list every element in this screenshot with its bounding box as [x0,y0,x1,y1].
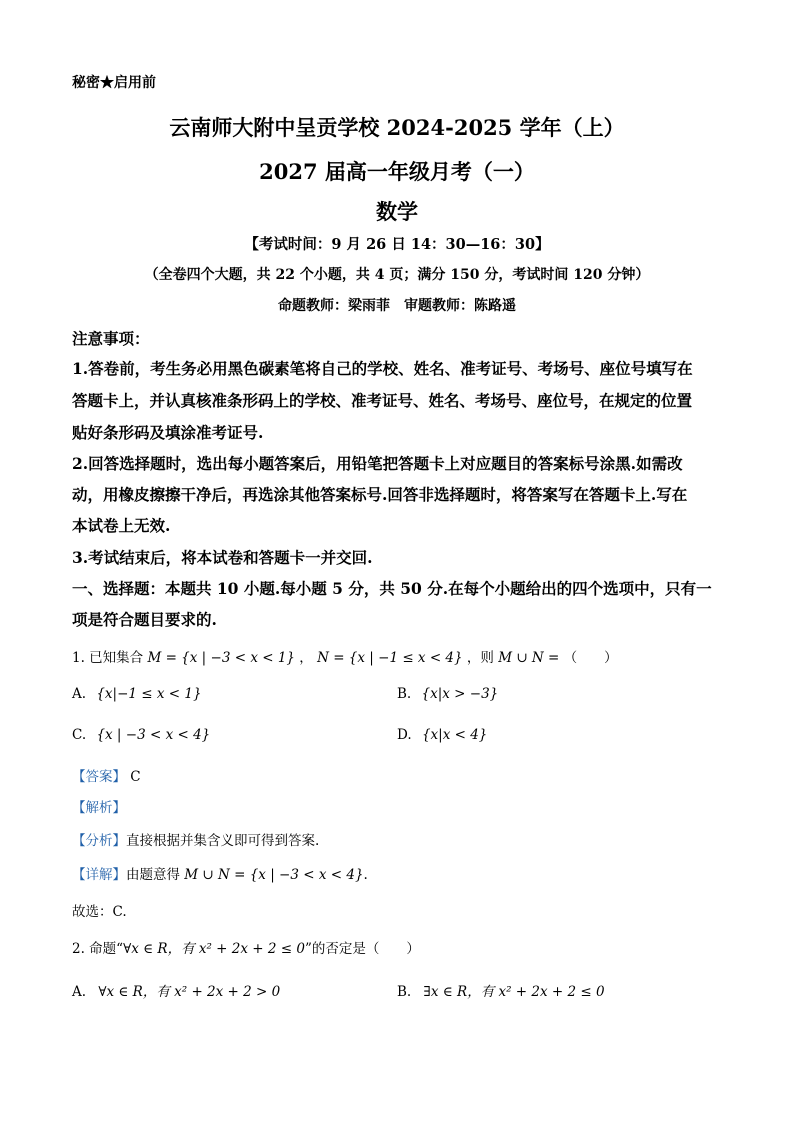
note-2-line-1: 2.回答选择题时，选出每小题答案后，用铅笔把答题卡上对应题目的答案标号涂黑.如需改 [72,454,683,473]
q1-option-d-label: D. [397,727,412,743]
q2-option-a-text: ∀x ∈ R，有 x² + 2x + 2 > 0 [98,984,281,1000]
subject-title: 数学 [376,199,418,224]
school-title: 云南师大附中呈贡学校 2024-2025 学年（上） [169,115,625,140]
note-1-line-1: 1.答卷前，考生务必用黑色碳素笔将自己的学校、姓名、准考证号、考场号、座位号填写在 [72,359,693,378]
exam-title: 2027 届高一年级月考（一） [259,159,535,184]
xiangjie-tag: 【详解】 [72,867,126,883]
q1-fenxi [72,829,319,849]
q1-set-n: N = {x | −1 ≤ x < 4} [317,650,463,666]
section-one-line-2: 项是符合题目要求的. [72,610,217,629]
notes-heading: 注意事项： [72,329,150,348]
q2-option-b-label: B. [397,984,412,1000]
xiangjie-text: 由题意得 [126,867,180,883]
q1-option-b-text: {x|x > −3} [421,686,499,702]
q1-option-d [397,727,487,743]
section-one-line-1: 一、选择题：本题共 10 小题.每小题 5 分，共 50 分.在每个小题给出的四个选项中，只有一 [72,579,712,598]
q2-option-b-text: ∃x ∈ R，有 x² + 2x + 2 ≤ 0 [423,984,605,1000]
q1-answer [72,765,141,785]
teacher-line: 命题教师：梁雨菲 审题教师：陈路遥 [278,298,516,314]
q1-paren: （ ） [563,650,618,666]
answer-value: C [130,769,141,785]
q1-option-a-text: {x|−1 ≤ x < 1} [96,686,202,702]
q1-separator: ， [299,650,313,666]
question-2-stem [72,937,420,957]
q1-option-b [397,686,498,702]
fenxi-tag: 【分析】 [72,833,126,849]
q2-stem-prefix: 2. 命题“ [72,941,124,957]
note-3: 3.考试结束后，将本试卷和答题卡一并交回. [72,548,373,567]
exam-info: （全卷四个大题，共 22 个小题，共 4 页；满分 150 分，考试时间 120 分钟） [144,267,650,283]
q1-option-a-label: A. [72,686,87,702]
q1-option-b-label: B. [397,686,412,702]
q1-stem-prefix: 1. 已知集合 [72,650,144,666]
q1-set-m: M = {x | −3 < x < 1} [147,650,295,666]
q2-option-a [72,980,280,1000]
q2-stem-suffix: ”的否定是（ ） [304,941,420,957]
q2-option-b [397,980,605,1000]
xiangjie-expr: M ∪ N = {x | −3 < x < 4} [184,867,364,883]
confidential-label: 秘密★启用前 [72,75,156,91]
q1-stem-then: ，则 [466,650,494,666]
q1-option-c-label: C. [72,727,87,743]
xiangjie-end: . [363,867,368,883]
q1-union-expr: M ∪ N = [498,650,560,666]
q1-choose: 故选：C. [72,904,127,920]
q2-stem-math: ∀x ∈ R，有 x² + 2x + 2 ≤ 0 [123,941,305,957]
note-2-line-2: 动，用橡皮擦擦干净后，再选涂其他答案标号.回答非选择题时，将答案写在答题卡上.写在 [72,485,688,504]
q1-option-a [72,686,202,702]
q2-option-a-label: A. [72,984,87,1000]
exam-time: 【考试时间：9 月 26 日 14：30—16：30】 [244,236,550,253]
note-2-line-3: 本试卷上无效. [72,516,171,535]
q1-option-d-text: {x|x < 4} [421,727,488,743]
q1-option-c-text: {x | −3 < x < 4} [96,727,211,743]
q1-xiangjie [72,863,368,883]
fenxi-text: 直接根据并集含义即可得到答案. [126,833,320,849]
question-1-stem [72,646,618,666]
answer-tag: 【答案】 [72,769,126,785]
note-1-line-3: 贴好条形码及填涂准考证号. [72,423,264,442]
analysis-tag: 【解析】 [72,800,126,816]
note-1-line-2: 答题卡上，并认真核准条形码上的学校、准考证号、姓名、考场号、座位号，在规定的位置 [72,391,693,410]
q1-option-c [72,727,210,743]
